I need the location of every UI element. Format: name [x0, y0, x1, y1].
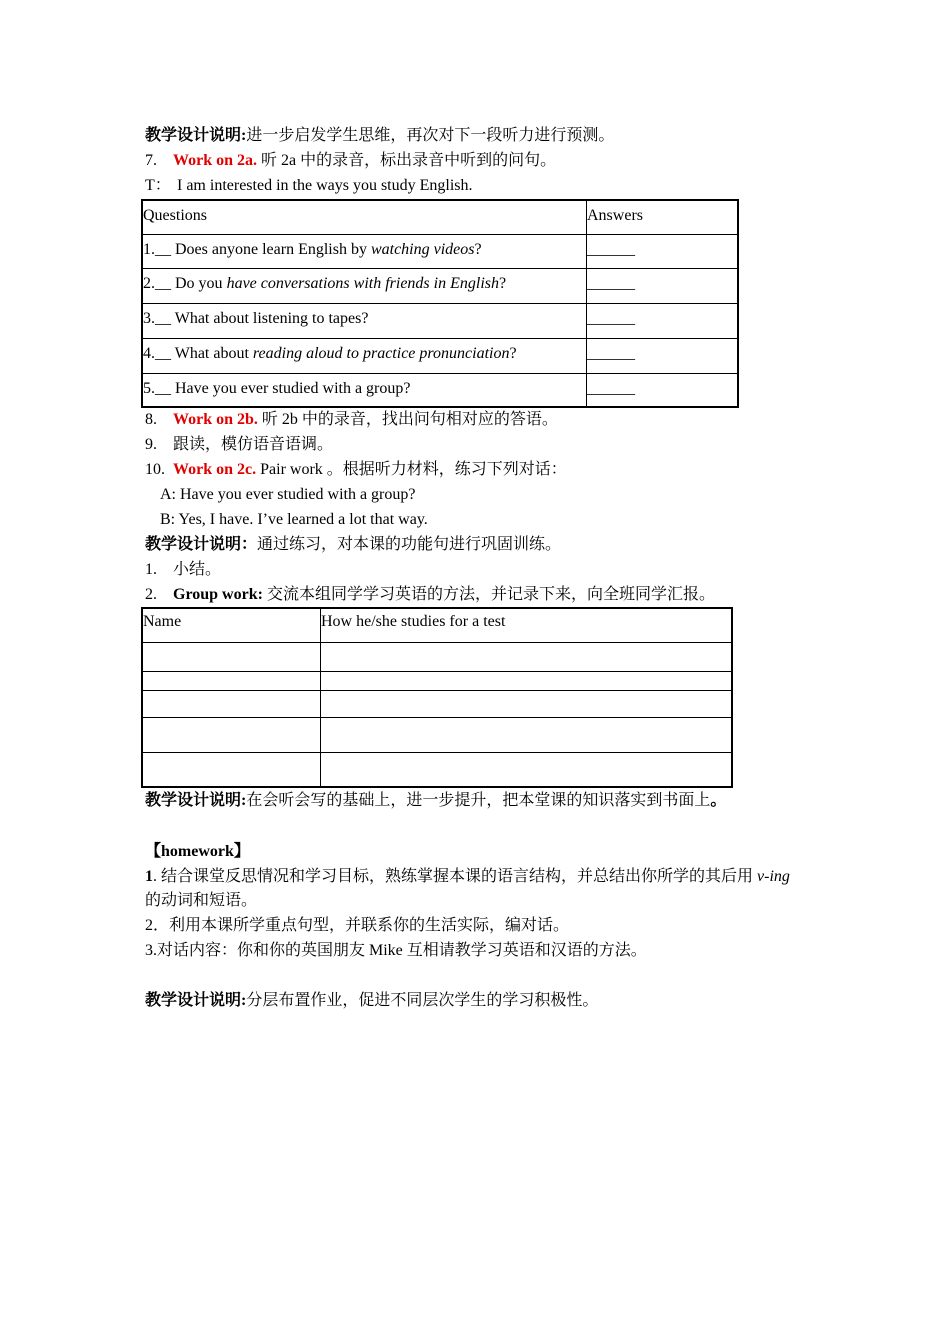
question-italic: watching videos	[370, 240, 475, 258]
step-number: 10.	[145, 461, 165, 478]
table-row	[142, 373, 738, 407]
answer-cell: ______	[587, 303, 739, 338]
header-questions: Questions	[142, 200, 587, 234]
question-text: 2.__ Do you	[143, 274, 227, 292]
design-note-2	[145, 535, 561, 555]
speaker-label: T：	[145, 177, 171, 194]
method-cell	[321, 752, 733, 787]
answer-cell: ______	[587, 268, 739, 303]
teacher-line	[145, 176, 473, 196]
design-note-3	[145, 791, 726, 811]
step-text: 听 2a 中的录音，标出录音中听到的问句。	[257, 152, 557, 169]
step-7	[145, 151, 556, 171]
step-text: Pair work 。根据听力材料，练习下列对话：	[256, 461, 567, 478]
header-method: How he/she studies for a test	[321, 608, 733, 642]
item-italic: v-ing	[757, 868, 790, 885]
method-cell	[321, 690, 733, 717]
step-text: 听 2b 中的录音，找出问句相对应的答语。	[257, 411, 558, 428]
question-text: 1.__ Does anyone learn English by	[143, 240, 371, 258]
design-note-text: 分层布置作业，促进不同层次学生的学习积极性。	[246, 992, 599, 1009]
table-row	[142, 268, 738, 303]
table-row	[142, 642, 732, 671]
item-text: 交流本组同学学习英语的方法，并记录下来，向全班同学汇报。	[262, 586, 715, 603]
question-text: 4.__ What about	[143, 344, 253, 362]
dialogue-line-b: B: Yes, I have. I’ve learned a lot that way.	[160, 511, 428, 528]
table-row	[142, 717, 732, 752]
table-row	[142, 303, 738, 338]
design-note-label: 教学设计说明:	[145, 127, 247, 144]
homework-item-2: 2．利用本课所学重点句型，并联系你的生活实际，编对话。	[145, 917, 570, 934]
name-cell	[142, 717, 321, 752]
design-note-label: 教学设计说明：	[145, 536, 258, 553]
question-italic: reading aloud to practice pronunciation	[252, 344, 510, 362]
method-cell	[321, 717, 733, 752]
design-note-text: 进一步启发学生思维，再次对下一段听力进行预测。	[246, 127, 615, 144]
question-text: 5.__ Have you ever studied with a group?	[143, 379, 411, 397]
method-cell	[321, 642, 733, 671]
name-cell	[142, 642, 321, 671]
header-name: Name	[142, 608, 321, 642]
question-end: ?	[498, 274, 507, 292]
design-note-end: 。	[710, 792, 727, 809]
table-row	[142, 690, 732, 717]
table-row	[142, 752, 732, 787]
question-cell	[142, 268, 587, 303]
table-header-row	[142, 200, 738, 234]
design-note-label: 教学设计说明:	[145, 792, 247, 809]
question-cell	[142, 338, 587, 373]
question-text: 3.__ What about listening to tapes?	[143, 309, 369, 327]
step-task: Work on 2a.	[173, 152, 258, 169]
design-note-text: 通过练习，对本课的功能句进行巩固训练。	[257, 536, 562, 553]
homework-item-1	[145, 867, 790, 887]
group-work-label: Group work:	[173, 586, 263, 603]
step-9	[145, 435, 333, 455]
homework-item-3: 3.对话内容：你和你的英国朋友 Mike 互相请教学习英语和汉语的方法。	[145, 942, 647, 959]
answer-cell: ______	[587, 373, 739, 407]
item-number: 2.	[145, 586, 157, 603]
step-number: 7.	[145, 152, 157, 169]
table-header-row	[142, 608, 732, 642]
design-note-4	[145, 991, 598, 1011]
design-note-1	[145, 126, 614, 146]
question-end: ?	[509, 344, 517, 362]
header-answers: Answers	[587, 200, 739, 234]
item-number: 1.	[145, 561, 157, 578]
table-row	[142, 338, 738, 373]
questions-table	[141, 199, 739, 408]
homework-item-1-continued: 的动词和短语。	[145, 892, 258, 909]
question-end: ?	[474, 240, 482, 258]
question-cell	[142, 234, 587, 268]
step-task: Work on 2b.	[173, 411, 258, 428]
question-italic: have conversations with friends in English	[226, 274, 499, 292]
item-text: . 结合课堂反思情况和学习目标，熟练掌握本课的语言结构，并总结出你所学的其后用	[153, 868, 758, 885]
step-number: 9.	[145, 436, 157, 453]
step-10	[145, 460, 567, 480]
table-row	[142, 671, 732, 690]
step-8	[145, 410, 558, 430]
item-text: 小结。	[173, 561, 222, 578]
table-row	[142, 234, 738, 268]
dialogue-line-a: A: Have you ever studied with a group?	[160, 486, 416, 503]
name-cell	[142, 752, 321, 787]
answer-cell: ______	[587, 338, 739, 373]
name-cell	[142, 671, 321, 690]
question-cell	[142, 303, 587, 338]
homework-title: 【homework】	[145, 843, 250, 860]
step-task: Work on 2c.	[173, 461, 257, 478]
design-note-label: 教学设计说明:	[145, 992, 247, 1009]
name-cell	[142, 690, 321, 717]
step-text: 跟读，模仿语音语调。	[173, 436, 334, 453]
design-note-text: 在会听会写的基础上，进一步提升，把本堂课的知识落实到书面上	[246, 792, 711, 809]
teacher-text: I am interested in the ways you study English.	[173, 177, 473, 194]
step-number: 8.	[145, 411, 157, 428]
question-cell	[142, 373, 587, 407]
group-work-table	[141, 607, 733, 788]
answer-cell: ______	[587, 234, 739, 268]
summary-item	[145, 560, 221, 580]
item-number: 1	[145, 868, 153, 885]
group-work-item	[145, 585, 715, 605]
method-cell	[321, 671, 733, 690]
